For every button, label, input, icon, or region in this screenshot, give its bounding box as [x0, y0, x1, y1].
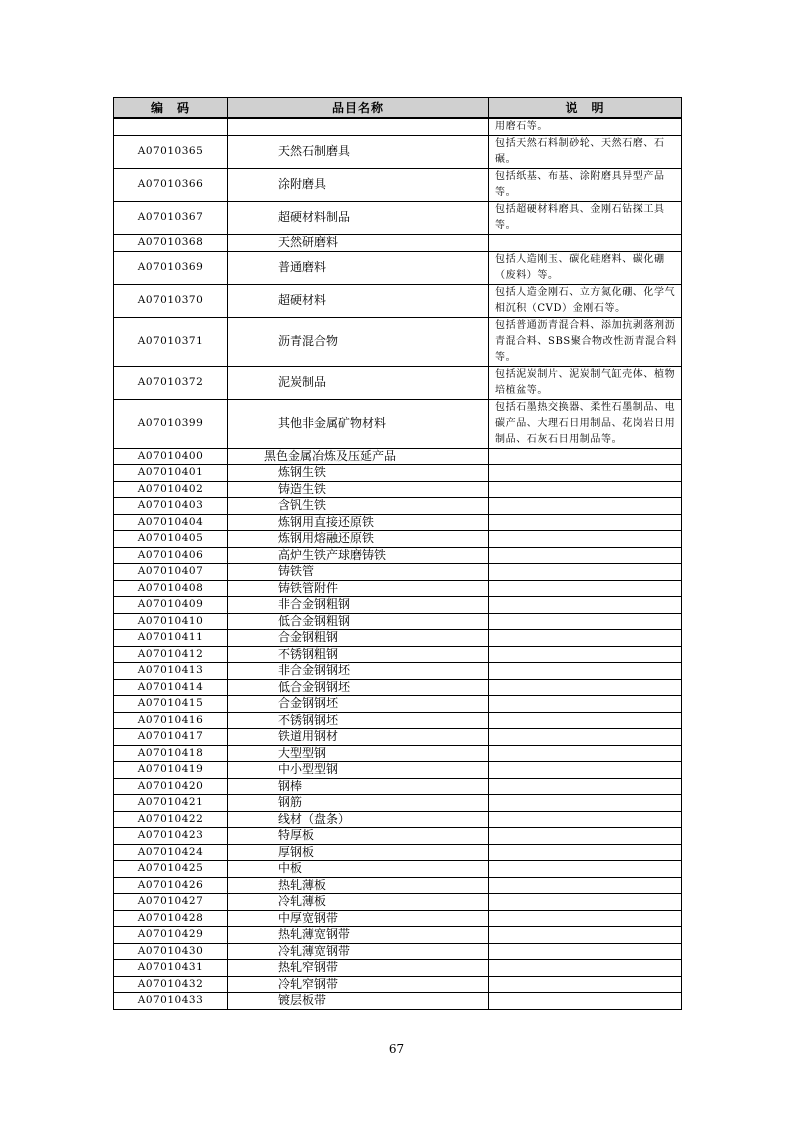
code-cell: A07010417 — [114, 729, 228, 746]
table-row — [114, 729, 682, 746]
description-cell — [489, 465, 682, 482]
table-row — [114, 696, 682, 713]
code-cell: A07010419 — [114, 762, 228, 779]
description-cell: 包括石墨热交换器、柔性石墨制品、电碳产品、大理石日用制品、花岗岩日用制品、石灰石日用制品等。 — [489, 399, 682, 448]
item-name-cell: 不锈钢粗钢 — [228, 646, 489, 663]
description-cell — [489, 795, 682, 812]
code-cell: A07010430 — [114, 943, 228, 960]
continuation-name-cell — [228, 118, 489, 136]
table-row — [114, 993, 682, 1010]
item-name-cell: 冷轧薄宽钢带 — [228, 943, 489, 960]
description-cell — [489, 745, 682, 762]
code-cell: A07010407 — [114, 564, 228, 581]
code-cell: A07010416 — [114, 712, 228, 729]
continuation-description: 用磨石等。 — [489, 118, 682, 136]
table-row — [114, 646, 682, 663]
table-header-row — [114, 98, 682, 119]
description-cell — [489, 927, 682, 944]
header-name: 品目名称 — [228, 98, 489, 119]
description-cell — [489, 910, 682, 927]
code-cell: A07010415 — [114, 696, 228, 713]
header-description: 说 明 — [489, 98, 682, 119]
table-body — [114, 118, 682, 1009]
item-name-cell: 钢棒 — [228, 778, 489, 795]
code-cell: A07010368 — [114, 235, 228, 252]
item-name-cell: 沥青混合物 — [228, 317, 489, 366]
description-cell — [489, 531, 682, 548]
code-cell: A07010418 — [114, 745, 228, 762]
table-row — [114, 927, 682, 944]
code-cell: A07010408 — [114, 580, 228, 597]
item-name-cell: 泥炭制品 — [228, 366, 489, 399]
description-cell — [489, 861, 682, 878]
table-row — [114, 547, 682, 564]
item-name-cell: 铸造生铁 — [228, 481, 489, 498]
description-cell — [489, 564, 682, 581]
item-name-cell: 普通磨料 — [228, 251, 489, 284]
description-cell — [489, 235, 682, 252]
description-cell — [489, 613, 682, 630]
code-cell: A07010412 — [114, 646, 228, 663]
item-name-cell: 不锈钢钢坯 — [228, 712, 489, 729]
item-name-cell: 含钒生铁 — [228, 498, 489, 515]
code-cell: A07010422 — [114, 811, 228, 828]
code-cell: A07010405 — [114, 531, 228, 548]
code-cell: A07010433 — [114, 993, 228, 1010]
description-cell: 包括泥炭制片、泥炭制气缸壳体、植物培植盆等。 — [489, 366, 682, 399]
description-cell — [489, 762, 682, 779]
table-row — [114, 663, 682, 680]
item-name-cell: 冷轧窄钢带 — [228, 976, 489, 993]
item-name-cell: 涂附磨具 — [228, 169, 489, 202]
table-row — [114, 910, 682, 927]
item-name-cell: 铸铁管 — [228, 564, 489, 581]
header-code: 编 码 — [114, 98, 228, 119]
description-cell — [489, 844, 682, 861]
table-row — [114, 465, 682, 482]
description-cell — [489, 696, 682, 713]
code-cell: A07010410 — [114, 613, 228, 630]
item-name-cell: 铸铁管附件 — [228, 580, 489, 597]
table-row — [114, 202, 682, 235]
item-name-cell: 热轧窄钢带 — [228, 960, 489, 977]
table-row — [114, 960, 682, 977]
description-cell — [489, 547, 682, 564]
table-row — [114, 514, 682, 531]
code-cell: A07010366 — [114, 169, 228, 202]
description-cell: 包括普通沥青混合料、添加抗剥落剂沥青混合料、SBS聚合物改性沥青混合料等。 — [489, 317, 682, 366]
code-cell: A07010414 — [114, 679, 228, 696]
code-cell: A07010420 — [114, 778, 228, 795]
item-name-cell: 厚钢板 — [228, 844, 489, 861]
table-row — [114, 877, 682, 894]
catalog-table — [113, 97, 682, 1010]
code-cell: A07010371 — [114, 317, 228, 366]
code-cell: A07010423 — [114, 828, 228, 845]
description-cell — [489, 811, 682, 828]
table-row — [114, 762, 682, 779]
catalog-sheet — [113, 97, 681, 1010]
table-row — [114, 811, 682, 828]
code-cell: A07010413 — [114, 663, 228, 680]
description-cell — [489, 679, 682, 696]
table-row — [114, 976, 682, 993]
table-row — [114, 531, 682, 548]
description-cell — [489, 943, 682, 960]
description-cell — [489, 498, 682, 515]
item-name-cell: 其他非金属矿物材料 — [228, 399, 489, 448]
item-name-cell: 炼钢用熔融还原铁 — [228, 531, 489, 548]
code-cell: A07010432 — [114, 976, 228, 993]
code-cell: A07010400 — [114, 448, 228, 465]
table-row — [114, 861, 682, 878]
page-number: 67 — [388, 1042, 405, 1056]
item-name-cell: 黑色金属冶炼及压延产品 — [228, 448, 489, 465]
item-name-cell: 天然石制磨具 — [228, 136, 489, 169]
description-cell — [489, 729, 682, 746]
item-name-cell: 高炉生铁产球磨铸铁 — [228, 547, 489, 564]
description-cell: 包括人造刚玉、碳化硅磨料、碳化硼（废料）等。 — [489, 251, 682, 284]
description-cell — [489, 663, 682, 680]
table-row — [114, 498, 682, 515]
description-cell — [489, 993, 682, 1010]
item-name-cell: 线材（盘条） — [228, 811, 489, 828]
code-cell: A07010399 — [114, 399, 228, 448]
description-cell: 包括人造金刚石、立方氮化硼、化学气相沉积（CVD）金刚石等。 — [489, 284, 682, 317]
code-cell: A07010428 — [114, 910, 228, 927]
code-cell: A07010425 — [114, 861, 228, 878]
code-cell: A07010370 — [114, 284, 228, 317]
code-cell: A07010411 — [114, 630, 228, 647]
item-name-cell: 大型型钢 — [228, 745, 489, 762]
table-row — [114, 828, 682, 845]
item-name-cell: 合金钢粗钢 — [228, 630, 489, 647]
continuation-row — [114, 118, 682, 136]
table-row — [114, 630, 682, 647]
table-row — [114, 169, 682, 202]
description-cell: 包括天然石料制砂轮、天然石磨、石碾。 — [489, 136, 682, 169]
item-name-cell: 天然研磨料 — [228, 235, 489, 252]
table-row — [114, 745, 682, 762]
item-name-cell: 超硬材料制品 — [228, 202, 489, 235]
code-cell: A07010429 — [114, 927, 228, 944]
code-cell: A07010401 — [114, 465, 228, 482]
item-name-cell: 炼钢用直接还原铁 — [228, 514, 489, 531]
table-row — [114, 481, 682, 498]
code-cell: A07010372 — [114, 366, 228, 399]
code-cell: A07010365 — [114, 136, 228, 169]
table-row — [114, 564, 682, 581]
description-cell — [489, 877, 682, 894]
table-row — [114, 894, 682, 911]
description-cell — [489, 778, 682, 795]
description-cell — [489, 448, 682, 465]
table-row — [114, 136, 682, 169]
table-row — [114, 943, 682, 960]
item-name-cell: 特厚板 — [228, 828, 489, 845]
table-row — [114, 366, 682, 399]
table-row — [114, 597, 682, 614]
table-row — [114, 679, 682, 696]
item-name-cell: 合金钢钢坯 — [228, 696, 489, 713]
code-cell: A07010426 — [114, 877, 228, 894]
code-cell: A07010367 — [114, 202, 228, 235]
code-cell: A07010404 — [114, 514, 228, 531]
table-row — [114, 235, 682, 252]
code-cell: A07010431 — [114, 960, 228, 977]
item-name-cell: 镀层板带 — [228, 993, 489, 1010]
item-name-cell: 超硬材料 — [228, 284, 489, 317]
continuation-code-cell — [114, 118, 228, 136]
item-name-cell: 炼钢生铁 — [228, 465, 489, 482]
item-name-cell: 中厚宽钢带 — [228, 910, 489, 927]
item-name-cell: 低合金钢钢坯 — [228, 679, 489, 696]
description-cell — [489, 514, 682, 531]
table-row — [114, 317, 682, 366]
table-row — [114, 795, 682, 812]
description-cell — [489, 646, 682, 663]
description-cell — [489, 960, 682, 977]
item-name-cell: 钢筋 — [228, 795, 489, 812]
description-cell — [489, 976, 682, 993]
item-name-cell: 热轧薄宽钢带 — [228, 927, 489, 944]
description-cell: 包括纸基、布基、涂附磨具异型产品等。 — [489, 169, 682, 202]
description-cell — [489, 481, 682, 498]
code-cell: A07010424 — [114, 844, 228, 861]
table-row — [114, 712, 682, 729]
table-row — [114, 284, 682, 317]
table-row — [114, 844, 682, 861]
code-cell: A07010421 — [114, 795, 228, 812]
table-row — [114, 613, 682, 630]
item-name-cell: 中小型型钢 — [228, 762, 489, 779]
table-row — [114, 399, 682, 448]
description-cell — [489, 828, 682, 845]
code-cell: A07010409 — [114, 597, 228, 614]
item-name-cell: 非合金钢粗钢 — [228, 597, 489, 614]
item-name-cell: 低合金钢粗钢 — [228, 613, 489, 630]
description-cell — [489, 580, 682, 597]
description-cell — [489, 894, 682, 911]
description-cell — [489, 712, 682, 729]
table-row — [114, 778, 682, 795]
code-cell: A07010402 — [114, 481, 228, 498]
code-cell: A07010369 — [114, 251, 228, 284]
description-cell — [489, 597, 682, 614]
item-name-cell: 中板 — [228, 861, 489, 878]
description-cell — [489, 630, 682, 647]
item-name-cell: 冷轧薄板 — [228, 894, 489, 911]
table-row — [114, 251, 682, 284]
table-row — [114, 580, 682, 597]
description-cell: 包括超硬材料磨具、金刚石钻探工具等。 — [489, 202, 682, 235]
code-cell: A07010406 — [114, 547, 228, 564]
code-cell: A07010403 — [114, 498, 228, 515]
code-cell: A07010427 — [114, 894, 228, 911]
item-name-cell: 铁道用钢材 — [228, 729, 489, 746]
table-row — [114, 448, 682, 465]
item-name-cell: 热轧薄板 — [228, 877, 489, 894]
item-name-cell: 非合金钢钢坯 — [228, 663, 489, 680]
